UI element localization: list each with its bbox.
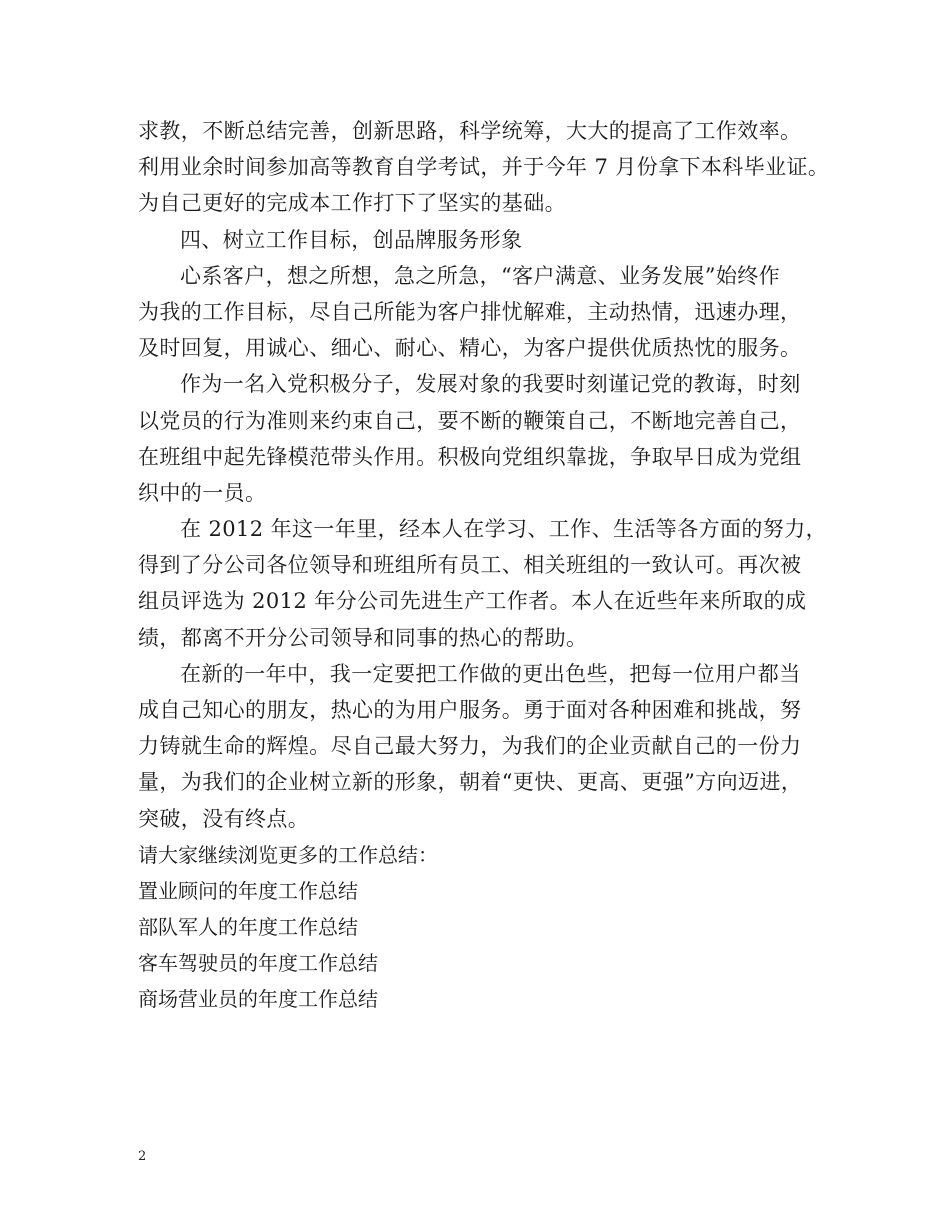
text-line: 在班组中起先锋模范带头作用。积极向党组织靠拢，争取早日成为党组 bbox=[138, 444, 802, 469]
text-line: 为自己更好的完成本工作打下了坚实的基础。 bbox=[138, 191, 566, 216]
related-link[interactable]: 商场营业员的年度工作总结 bbox=[138, 986, 378, 1011]
paragraph-new-year bbox=[138, 656, 818, 837]
paragraph-party bbox=[138, 366, 818, 511]
text-line: 突破，没有终点。 bbox=[138, 806, 310, 831]
document-body bbox=[138, 113, 830, 1017]
related-links bbox=[138, 873, 818, 1017]
text-line: 量，为我们的企业树立新的形象，朝着“更快、更高、更强”方向迈进， bbox=[138, 770, 803, 795]
text-line: 求教，不断总结完善，创新思路，科学统筹，大大的提高了工作效率。 bbox=[138, 119, 802, 143]
paragraph-customer-service bbox=[138, 258, 818, 367]
text-line: 力铸就生命的辉煌。尽自己最大努力，为我们的企业贡献自己的一份力 bbox=[138, 734, 802, 759]
text-line: 组员评选为 2012 年分公司先进生产工作者。本人在近些年来所取的成 bbox=[138, 589, 807, 614]
related-link[interactable]: 置业顾问的年度工作总结 bbox=[138, 878, 358, 903]
section-heading-text: 四、树立工作目标，创品牌服务形象 bbox=[180, 227, 523, 252]
text-line: 在新的一年中，我一定要把工作做的更出色些，把每一位用户都当 bbox=[180, 661, 801, 686]
text-line: 以党员的行为准则来约束自己，要不断的鞭策自己，不断地完善自己， bbox=[138, 408, 802, 433]
text-line: 利用业余时间参加高等教育自学考试，并于今年 7 月份拿下本科毕业证。 bbox=[138, 155, 830, 180]
page-number: 2 bbox=[138, 1149, 147, 1164]
text-line: 心系客户，想之所想，急之所急，“客户满意、业务发展”始终作 bbox=[180, 263, 781, 288]
text-line: 为我的工作目标，尽自己所能为客户排忧解难，主动热情，迅速办理， bbox=[138, 299, 802, 324]
text-line: 织中的一员。 bbox=[138, 480, 267, 505]
text-line: 成自己知心的朋友，热心的为用户服务。勇于面对各种困难和挑战，努 bbox=[138, 698, 802, 722]
paragraph-year-review bbox=[138, 511, 827, 656]
text-line: 得到了分公司各位领导和班组所有员工、相关班组的一致认可。再次被 bbox=[138, 553, 802, 578]
section-heading bbox=[138, 222, 818, 258]
related-link[interactable]: 客车驾驶员的年度工作总结 bbox=[138, 950, 378, 975]
text-line: 绩，都离不开分公司领导和同事的热心的帮助。 bbox=[138, 625, 588, 650]
text-line: 作为一名入党积极分子，发展对象的我要时刻谨记党的教诲，时刻 bbox=[180, 372, 801, 397]
paragraph-study bbox=[138, 113, 830, 222]
text-line: 在 2012 年这一年里，经本人在学习、工作、生活等各方面的努力， bbox=[180, 517, 827, 542]
text-line: 及时回复，用诚心、细心、耐心、精心，为客户提供优质热忱的服务。 bbox=[138, 336, 802, 361]
more-prompt: 请大家继续浏览更多的工作总结： bbox=[138, 842, 438, 867]
related-link[interactable]: 部队军人的年度工作总结 bbox=[138, 914, 358, 939]
